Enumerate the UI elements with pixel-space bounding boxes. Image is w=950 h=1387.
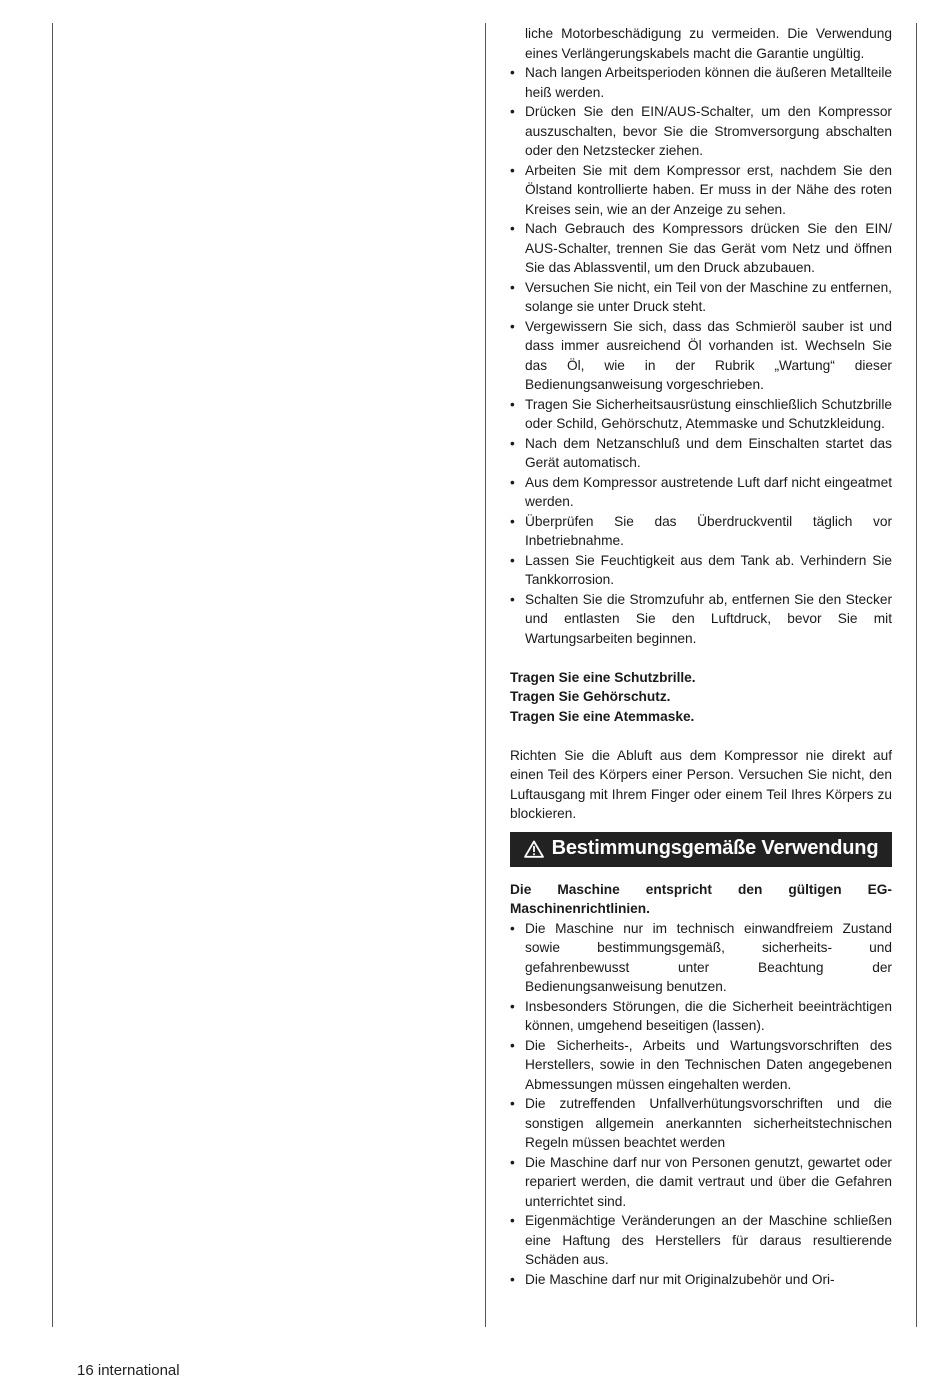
list-item: • Arbeiten Sie mit dem Kompressor erst, nachdem Sie den Ölstand kontrollierte haben. Er muss in der Nähe des roten Kreises sein, wie an der Anzeige zu sehen. — [510, 161, 892, 220]
page-footer — [77, 1362, 180, 1379]
list-item: • Die zutreffenden Unfallverhütungsvorschriften und die sonstigen allgemein anerkannten sicherheitstechnischen Regeln müssen beachtet werden — [510, 1094, 892, 1153]
list-item: • Vergewissern Sie sich, dass das Schmieröl sauber ist und dass immer ausreichend Öl vorhanden ist. Wechseln Sie das Öl, wie in der Rubrik „Wartung“ dieser Bedienungsanweisung vorgeschrieben. — [510, 317, 892, 395]
list-item: • Nach Gebrauch des Kompressors drücken Sie den EIN/ AUS-Schalter, trennen Sie das Gerät vom Netz und öffnen Sie das Ablassventil, um den Druck abzubauen. — [510, 219, 892, 278]
section-title: Bestimmungsgemäße Verwendung — [551, 837, 879, 860]
list-item: • Versuchen Sie nicht, ein Teil von der Maschine zu entfernen, solange sie unter Druck steht. — [510, 278, 892, 317]
section-intro: Die Maschine entspricht den gültigen EG-Maschinenrichtlinien. — [510, 881, 892, 916]
column-divider-rule — [485, 23, 486, 1327]
list-item: • Drücken Sie den EIN/AUS-Schalter, um den Kompressor auszuschalten, bevor Sie die Stromversorgung abschalten oder den Netzstecker ziehen. — [510, 102, 892, 161]
list-item: • Insbesonders Störungen, die die Sicherheit beeinträchtigen können, umgehend beseitigen (lassen). — [510, 997, 892, 1036]
ppe-note-goggles: Tragen Sie eine Schutzbrille. — [510, 669, 696, 685]
list-item: • Die Maschine darf nur mit Originalzubehör und Ori- — [510, 1270, 892, 1290]
exhaust-warning-paragraph: Richten Sie die Abluft aus dem Kompressor nie direkt auf einen Teil des Körpers einer Person. Versuchen Sie nicht, den Luftausgang mit Ihrem Finger oder einem Teil Ihres Körpers zu blockieren. — [510, 747, 892, 821]
list-item: • Aus dem Kompressor austretende Luft darf nicht eingeatmet werden. — [510, 473, 892, 512]
warning-triangle-icon — [524, 840, 544, 858]
list-item: • Nach dem Netzanschluß und dem Einschalten startet das Gerät automatisch. — [510, 434, 892, 473]
list-item: • Schalten Sie die Stromzufuhr ab, entfernen Sie den Stecker und entlasten Sie den Luftdruck, bevor Sie mit Wartungsarbeiten beginnen. — [510, 590, 892, 649]
section-heading — [510, 832, 892, 867]
list-item: • Die Sicherheits-, Arbeits und Wartungsvorschriften des Herstellers, sowie in den Technischen Daten angegebenen Abmessungen müssen eingehalten werden. — [510, 1036, 892, 1095]
continuation-text: liche Motorbeschädigung zu vermeiden. Die Verwendung eines Verlängerungskabels macht die Garantie ungültig. — [525, 26, 892, 61]
page-number: 16 — [77, 1362, 94, 1379]
safety-bullet-list — [510, 63, 892, 648]
intended-use-bullet-list — [510, 919, 892, 1290]
list-item: • Die Maschine nur im technisch einwandfreiem Zustand sowie bestimmungsgemäß, sicherheits- und gefahrenbewusst unter Beachtung der Bedienungsanweisung benutzen. — [510, 919, 892, 997]
list-item: • Tragen Sie Sicherheitsausrüstung einschließlich Schutzbrille oder Schild, Gehörschutz, Atemmaske und Schutzkleidung. — [510, 395, 892, 434]
ppe-notes — [510, 668, 892, 727]
list-item: • Nach langen Arbeitsperioden können die äußeren Metallteile heiß werden. — [510, 63, 892, 102]
list-item: • Die Maschine darf nur von Personen genutzt, gewartet oder repariert werden, die damit vertraut und über die Gefahren unterrichtet sind. — [510, 1153, 892, 1212]
right-text-column — [510, 24, 892, 1289]
list-item: • Lassen Sie Feuchtigkeit aus dem Tank ab. Verhindern Sie Tankkorrosion. — [510, 551, 892, 590]
list-item: • Eigenmächtige Veränderungen an der Maschine schließen eine Haftung des Herstellers für daraus resultierende Schäden aus. — [510, 1211, 892, 1270]
ppe-note-hearing: Tragen Sie Gehörschutz. — [510, 689, 671, 704]
footer-label: international — [97, 1362, 180, 1379]
right-margin-rule — [916, 23, 917, 1327]
left-margin-rule — [52, 23, 53, 1327]
ppe-note-mask: Tragen Sie eine Atemmaske. — [510, 708, 695, 724]
list-item: • Überprüfen Sie das Überdruckventil täglich vor Inbetriebnahme. — [510, 512, 892, 551]
